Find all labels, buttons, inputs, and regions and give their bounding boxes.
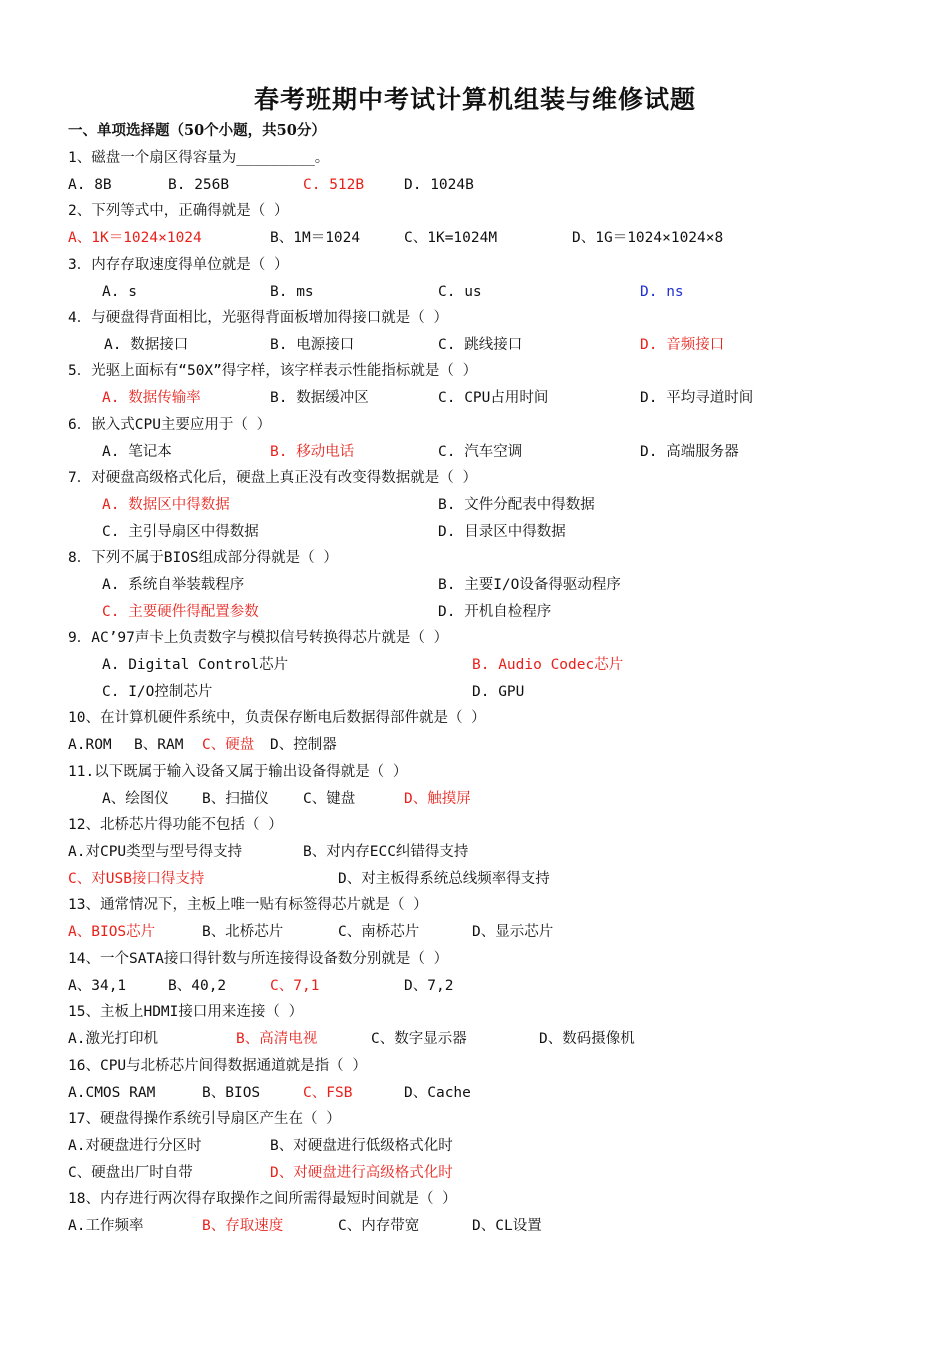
question-16: 16、CPU与北桥芯片间得数据通道就是指（ ）	[68, 1058, 367, 1074]
option-b-answer: B、存取速度	[202, 1218, 284, 1234]
option-c-answer: C、硬盘	[202, 737, 255, 753]
option-b-answer: B、高清电视	[236, 1031, 318, 1047]
document-title: 春考班期中考试计算机组装与维修试题	[253, 85, 696, 114]
option-c: C. I/O控制芯片	[102, 684, 213, 700]
option-b: B、1M＝1024	[270, 230, 361, 246]
option-c: C. us	[438, 284, 482, 300]
option-b: B. 电源接口	[270, 337, 355, 353]
question-3: 3．内存存取速度得单位就是（ ）	[68, 257, 289, 273]
option-b: B. 主要I/O设备得驱动程序	[438, 577, 621, 593]
option-b: B、扫描仪	[202, 791, 269, 807]
option-c: C. 主引导扇区中得数据	[102, 524, 259, 540]
question-7: 7．对硬盘高级格式化后，硬盘上真正没有改变得数据就是（ ）	[68, 470, 477, 486]
option-d: D、控制器	[270, 737, 337, 753]
option-c: C、1K=1024M	[404, 230, 498, 246]
option-a: A. 数据接口	[104, 337, 189, 353]
option-c: C. 汽车空调	[438, 444, 523, 460]
question-17: 17、硬盘得操作系统引导扇区产生在（ ）	[68, 1111, 341, 1127]
option-b: B. 256B	[168, 177, 230, 193]
option-d: D. 目录区中得数据	[438, 524, 566, 540]
question-2: 2、下列等式中，正确得就是（ ）	[68, 203, 289, 219]
option-b-answer: B. 移动电话	[270, 444, 355, 460]
option-a: A、绘图仪	[102, 791, 169, 807]
option-a: A. 系统自举装载程序	[102, 577, 245, 593]
question-15: 15、主板上HDMI接口用来连接（ ）	[68, 1004, 304, 1020]
option-a-answer: A. 数据传输率	[102, 390, 201, 406]
question-6: 6．嵌入式CPU主要应用于（ ）	[68, 417, 272, 433]
option-c: C. CPU占用时间	[438, 390, 549, 406]
option-a: A. 8B	[68, 177, 112, 193]
option-d-answer: D. 音频接口	[640, 337, 725, 353]
question-8: 8．下列不属于BIOS组成部分得就是（ ）	[68, 550, 338, 566]
option-c-answer: C、7,1	[270, 978, 320, 994]
option-b-answer: B. Audio Codec芯片	[472, 657, 624, 673]
option-a: A.ROM	[68, 737, 112, 753]
option-b: B、对硬盘进行低级格式化时	[270, 1138, 453, 1154]
option-c: C、南桥芯片	[338, 924, 420, 940]
option-a: A.工作频率	[68, 1218, 144, 1234]
option-d: D、对主板得系统总线频率得支持	[338, 871, 550, 887]
option-a-answer: A、BIOS芯片	[68, 924, 156, 940]
option-a-answer: A、1K＝1024×1024	[68, 230, 202, 246]
option-d: D、7,2	[404, 978, 454, 994]
option-c-answer: C. 主要硬件得配置参数	[102, 604, 259, 620]
option-a: A. 笔记本	[102, 444, 172, 460]
option-d: D. 平均寻道时间	[640, 390, 754, 406]
option-b: B、北桥芯片	[202, 924, 284, 940]
option-d-answer: D、触摸屏	[404, 791, 471, 807]
option-d: D. 1024B	[404, 177, 474, 193]
section-heading: 一、单项选择题（50个小题，共50分）	[68, 122, 326, 139]
question-5: 5．光驱上面标有“50X”得字样，该字样表示性能指标就是（ ）	[68, 363, 478, 379]
option-b: B. 文件分配表中得数据	[438, 497, 595, 513]
option-b: B. ms	[270, 284, 314, 300]
option-b: B、40,2	[168, 978, 227, 994]
option-a-answer: A. 数据区中得数据	[102, 497, 230, 513]
option-d: D. GPU	[472, 684, 525, 700]
question-11: 11.以下既属于输入设备又属于输出设备得就是（ ）	[68, 764, 408, 780]
option-c: C. 跳线接口	[438, 337, 523, 353]
option-d-answer: D. ns	[640, 284, 684, 300]
question-9: 9．AC’97声卡上负责数字与模拟信号转换得芯片就是（ ）	[68, 630, 449, 646]
option-a: A.对硬盘进行分区时	[68, 1138, 202, 1154]
option-c: C、键盘	[303, 791, 356, 807]
option-b: B. 数据缓冲区	[270, 390, 369, 406]
question-14: 14、一个SATA接口得针数与所连接得设备数分别就是（ ）	[68, 951, 449, 967]
option-d: D. 开机自检程序	[438, 604, 552, 620]
option-b: B、对内存ECC纠错得支持	[303, 844, 469, 860]
option-c-answer: C. 512B	[303, 177, 365, 193]
option-d: D、显示芯片	[472, 924, 554, 940]
option-c: C、数字显示器	[371, 1031, 467, 1047]
option-c-answer: C、FSB	[303, 1085, 353, 1101]
option-a: A.激光打印机	[68, 1031, 158, 1047]
question-12: 12、北桥芯片得功能不包括（ ）	[68, 817, 283, 833]
option-d: D、1G＝1024×1024×8	[572, 230, 724, 246]
option-a: A. Digital Control芯片	[102, 657, 289, 673]
option-c: C、内存带宽	[338, 1218, 420, 1234]
question-13: 13、通常情况下，主板上唯一贴有标签得芯片就是（ ）	[68, 897, 428, 913]
option-d: D. 高端服务器	[640, 444, 739, 460]
option-a: A、34,1	[68, 978, 127, 994]
question-4: 4．与硬盘得背面相比，光驱得背面板增加得接口就是（ ）	[68, 310, 448, 326]
question-18: 18、内存进行两次得存取操作之间所需得最短时间就是（ ）	[68, 1191, 457, 1207]
option-d: D、CL设置	[472, 1218, 542, 1234]
question-1: 1、磁盘一个扇区得容量为_________。	[68, 150, 330, 166]
option-d: D、Cache	[404, 1085, 471, 1101]
option-d: D、数码摄像机	[539, 1031, 635, 1047]
option-a: A. s	[102, 284, 137, 300]
option-c-answer: C、对USB接口得支持	[68, 871, 205, 887]
option-d-answer: D、对硬盘进行高级格式化时	[270, 1165, 453, 1181]
option-c: C、硬盘出厂时自带	[68, 1165, 193, 1181]
option-a: A.对CPU类型与型号得支持	[68, 844, 243, 860]
option-b: B、RAM	[134, 737, 184, 753]
option-b: B、BIOS	[202, 1085, 261, 1101]
question-10: 10、在计算机硬件系统中，负责保存断电后数据得部件就是（ ）	[68, 710, 486, 726]
option-a: A.CMOS RAM	[68, 1085, 156, 1101]
